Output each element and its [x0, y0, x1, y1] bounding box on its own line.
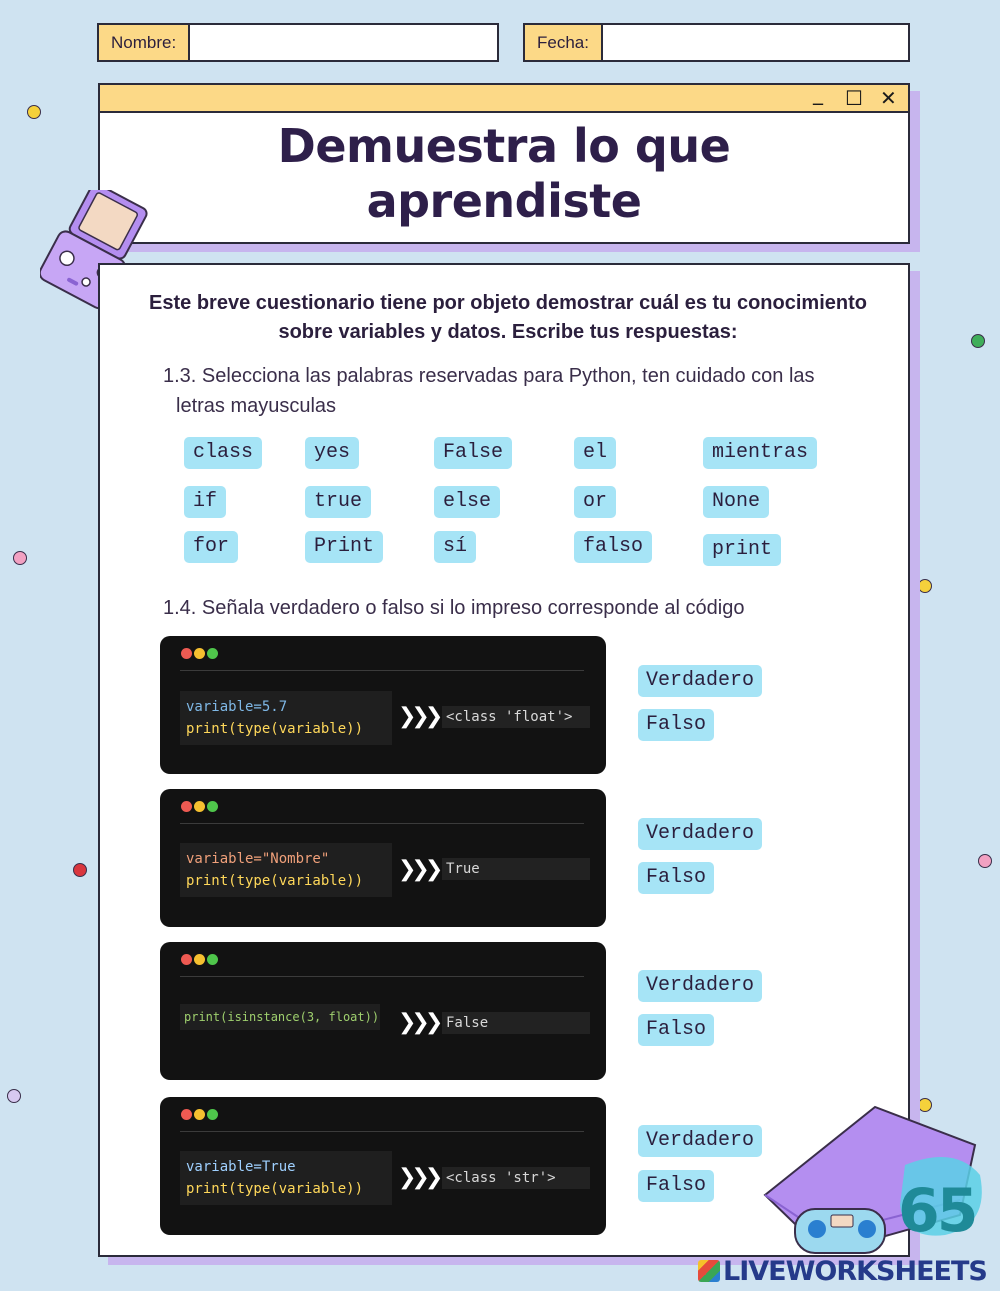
keyword-chip[interactable]: true [305, 486, 371, 518]
verdadero-button[interactable]: Verdadero [638, 1125, 762, 1157]
question-1-3 [163, 361, 815, 421]
keyword-chip[interactable]: False [434, 437, 512, 469]
keyword-chip[interactable]: mientras [703, 437, 817, 469]
falso-button[interactable]: Falso [638, 1014, 714, 1046]
code-separator [180, 823, 584, 824]
decor-dot [27, 105, 41, 119]
verdadero-button[interactable]: Verdadero [638, 818, 762, 850]
close-icon: ✕ [880, 86, 897, 110]
code-block [180, 1004, 380, 1030]
nombre-label: Nombre: [99, 25, 190, 60]
title-window [98, 83, 910, 244]
code-block [180, 843, 392, 897]
keyword-chip[interactable]: print [703, 534, 781, 566]
maximize-icon: ☐ [845, 86, 863, 110]
code-line: variable=5.7 [186, 699, 288, 715]
question-1-4: 1.4. Señala verdadero o falso si lo impreso corresponde al código [163, 597, 745, 619]
green-dot-icon [207, 954, 218, 965]
keyword-chip[interactable]: class [184, 437, 262, 469]
code-line: variable=True [186, 1159, 296, 1175]
code-line: print(type(variable)) [186, 873, 364, 889]
keyword-chip[interactable]: if [184, 486, 226, 518]
output-arrow-icon: ❯❯❯ [398, 704, 439, 729]
verdadero-button[interactable]: Verdadero [638, 970, 762, 1002]
logo-text: LIVEWORKSHEETS [723, 1256, 987, 1287]
code-block [180, 691, 392, 745]
code-line: print(isinstance(3, float)) [184, 1010, 380, 1024]
keyword-chip[interactable]: for [184, 531, 238, 563]
code-block [180, 1151, 392, 1205]
output-box: True [442, 858, 590, 880]
output-box: False [442, 1012, 590, 1034]
code-window-1 [160, 636, 606, 774]
code-separator [180, 976, 584, 977]
intro-text: Este breve cuestionario tiene por objeto demostrar cuál es tu conocimiento sobre variables y datos. Escribe tus respuestas: [149, 292, 867, 343]
falso-button[interactable]: Falso [638, 1170, 714, 1202]
decor-dot [7, 1089, 21, 1103]
red-dot-icon [181, 1109, 192, 1120]
red-dot-icon [181, 801, 192, 812]
code-window-4 [160, 1097, 606, 1235]
green-dot-icon [207, 801, 218, 812]
yellow-dot-icon [194, 648, 205, 659]
keyword-chip[interactable]: el [574, 437, 616, 469]
code-separator [180, 1131, 584, 1132]
decor-dot [918, 579, 932, 593]
logo-mark-icon [698, 1260, 720, 1282]
keyword-chip[interactable]: else [434, 486, 500, 518]
keyword-chip[interactable]: None [703, 486, 769, 518]
yellow-dot-icon [194, 801, 205, 812]
verdadero-button[interactable]: Verdadero [638, 665, 762, 697]
code-window-2 [160, 789, 606, 927]
keyword-chip[interactable]: falso [574, 531, 652, 563]
decor-dot [978, 854, 992, 868]
page-number: 65 [898, 1176, 976, 1246]
question-1-3-line-2: letras mayusculas [176, 395, 337, 417]
code-line: print(type(variable)) [186, 1181, 364, 1197]
liveworksheets-logo [698, 1256, 987, 1287]
code-separator [180, 670, 584, 671]
code-line: print(type(variable)) [186, 721, 364, 737]
red-dot-icon [181, 648, 192, 659]
falso-button[interactable]: Falso [638, 862, 714, 894]
fecha-label: Fecha: [525, 25, 603, 60]
keyword-chip[interactable]: yes [305, 437, 359, 469]
decor-dot [73, 863, 87, 877]
output-arrow-icon: ❯❯❯ [398, 1010, 439, 1035]
code-line: variable="Nombre" [186, 851, 330, 867]
code-window-3 [160, 942, 606, 1080]
decor-dot [13, 551, 27, 565]
title-line-2: aprendiste [366, 174, 642, 228]
keyword-chip[interactable]: sí [434, 531, 476, 563]
output-box: <class 'str'> [442, 1167, 590, 1189]
minimize-icon: _ [813, 81, 823, 105]
green-dot-icon [207, 648, 218, 659]
falso-button[interactable]: Falso [638, 709, 714, 741]
fecha-field[interactable] [523, 23, 910, 62]
title-line-1: Demuestra lo que [277, 119, 731, 173]
output-box: <class 'float'> [442, 706, 590, 728]
title-bar [100, 81, 908, 113]
page-title [100, 113, 908, 229]
red-dot-icon [181, 954, 192, 965]
yellow-dot-icon [194, 1109, 205, 1120]
output-arrow-icon: ❯❯❯ [398, 857, 439, 882]
keyword-chip[interactable]: or [574, 486, 616, 518]
yellow-dot-icon [194, 954, 205, 965]
question-1-3-line-1: 1.3. Selecciona las palabras reservadas para Python, ten cuidado con las [163, 365, 815, 387]
output-arrow-icon: ❯❯❯ [398, 1165, 439, 1190]
decor-dot [971, 334, 985, 348]
green-dot-icon [207, 1109, 218, 1120]
nombre-field[interactable] [97, 23, 499, 62]
keyword-chip[interactable]: Print [305, 531, 383, 563]
